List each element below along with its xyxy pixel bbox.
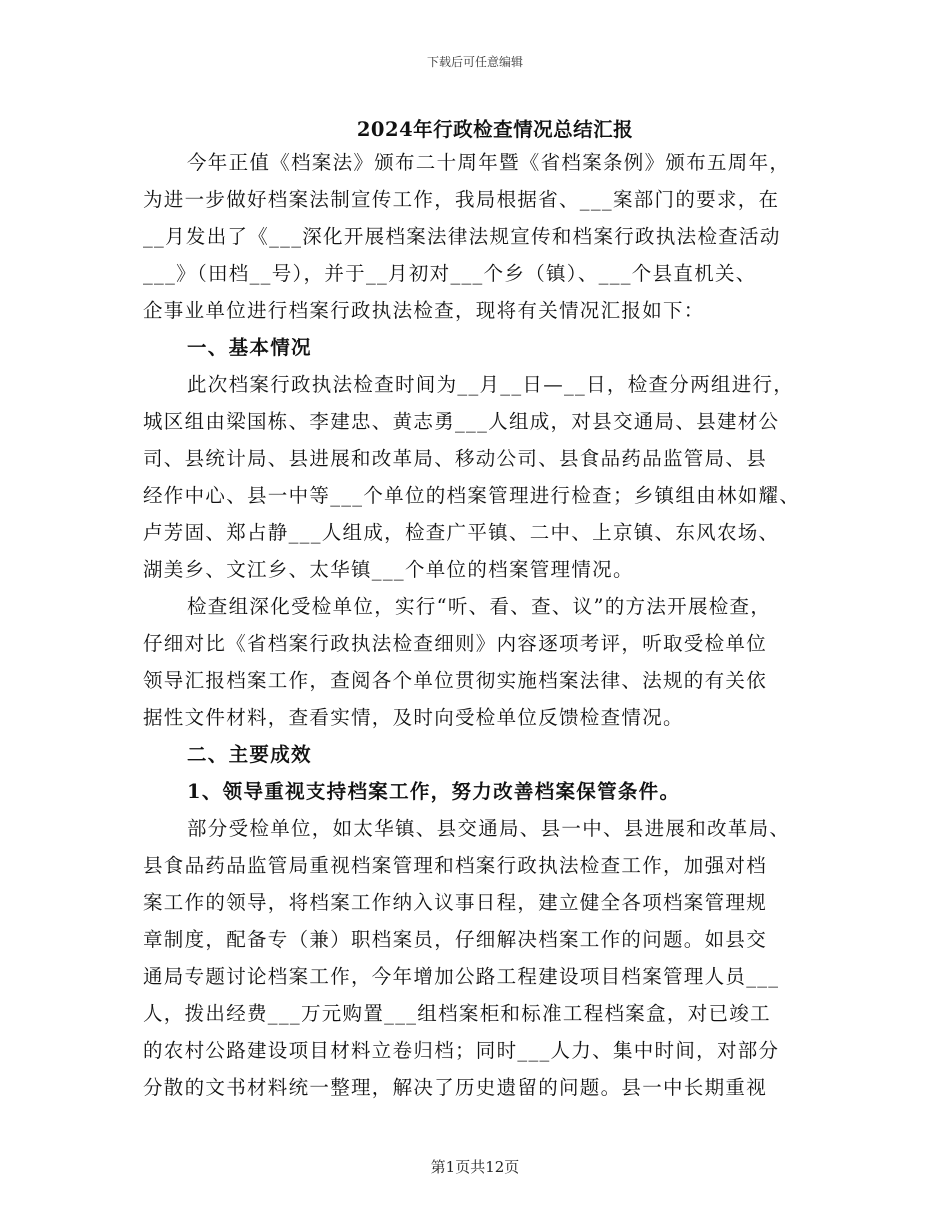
text-line: 人，拨出经费___万元购置___组档案柜和标准工程档案盒，对已竣工: [143, 1002, 771, 1025]
text-line: 通局专题讨论档案工作，今年增加公路工程建设项目档案管理人员___: [143, 965, 780, 988]
text-line: 章制度，配备专（兼）职档案员，仔细解决档案工作的问题。如县交: [143, 928, 768, 951]
text-line: 司、县统计局、县进展和改革局、移动公司、县食品药品监管局、县: [143, 447, 768, 470]
text-line: 部分受检单位，如太华镇、县交通局、县一中、县进展和改革局、: [187, 817, 791, 840]
text-line: 仔细对比《省档案行政执法检查细则》内容逐项考评，听取受检单位: [143, 632, 768, 655]
text-line: 据性文件材料，查看实情，及时向受检单位反馈检查情况。: [143, 706, 684, 729]
text-line: 此次档案行政执法检查时间为__月__日—__日，检查分两组进行，: [187, 373, 795, 396]
text-line: 为进一步做好档案法制宣传工作，我局根据省、___案部门的要求，在: [143, 188, 780, 211]
document-title: 2024年行政检查情况总结汇报: [356, 118, 634, 141]
text-line: 县食品药品监管局重视档案管理和档案行政执法检查工作，加强对档: [143, 854, 768, 877]
text-line: 分散的文书材料统一整理，解决了历史遗留的问题。县一中长期重视: [143, 1076, 768, 1099]
document-body: [143, 144, 813, 1106]
text-line: 卢芳固、郑占静___人组成，检查广平镇、二中、上京镇、东风农场、: [143, 521, 780, 544]
header-note: 下载后可任意编辑: [426, 55, 523, 69]
text-line: ___》（田档__号），并于__月初对___个乡（镇）、___个县直机关、: [143, 262, 757, 285]
subsection-heading: 1、领导重视支持档案工作，努力改善档案保管条件。: [187, 780, 681, 803]
text-line: 的农村公路建设项目材料立卷归档；同时___人力、集中时间，对部分: [143, 1039, 780, 1062]
text-line: 今年正值《档案法》颁布二十周年暨《省档案条例》颁布五周年，: [187, 151, 791, 174]
text-line: 企事业单位进行档案行政执法检查，现将有关情况汇报如下：: [143, 299, 705, 322]
section-heading: 二、主要成效: [187, 743, 312, 766]
text-line: 经作中心、县一中等___个单位的档案管理进行检查；乡镇组由林如耀、: [143, 484, 801, 507]
text-line: 领导汇报档案工作，查阅各个单位贯彻实施档案法律、法规的有关依: [143, 669, 768, 692]
text-line: 城区组由梁国栋、李建忠、黄志勇___人组成，对县交通局、县建材公: [143, 410, 780, 433]
text-line: 案工作的领导，将档案工作纳入议事日程，建立健全各项档案管理规: [143, 891, 768, 914]
page-number: 第1页共12页: [430, 1158, 520, 1176]
text-line: 湖美乡、文江乡、太华镇___个单位的档案管理情况。: [143, 558, 634, 581]
section-heading: 一、基本情况: [187, 336, 312, 359]
text-line: 检查组深化受检单位，实行“听、看、查、议”的方法开展检查，: [187, 595, 772, 618]
text-line: __月发出了《___深化开展档案法律法规宣传和档案行政执法检查活动: [143, 225, 781, 248]
